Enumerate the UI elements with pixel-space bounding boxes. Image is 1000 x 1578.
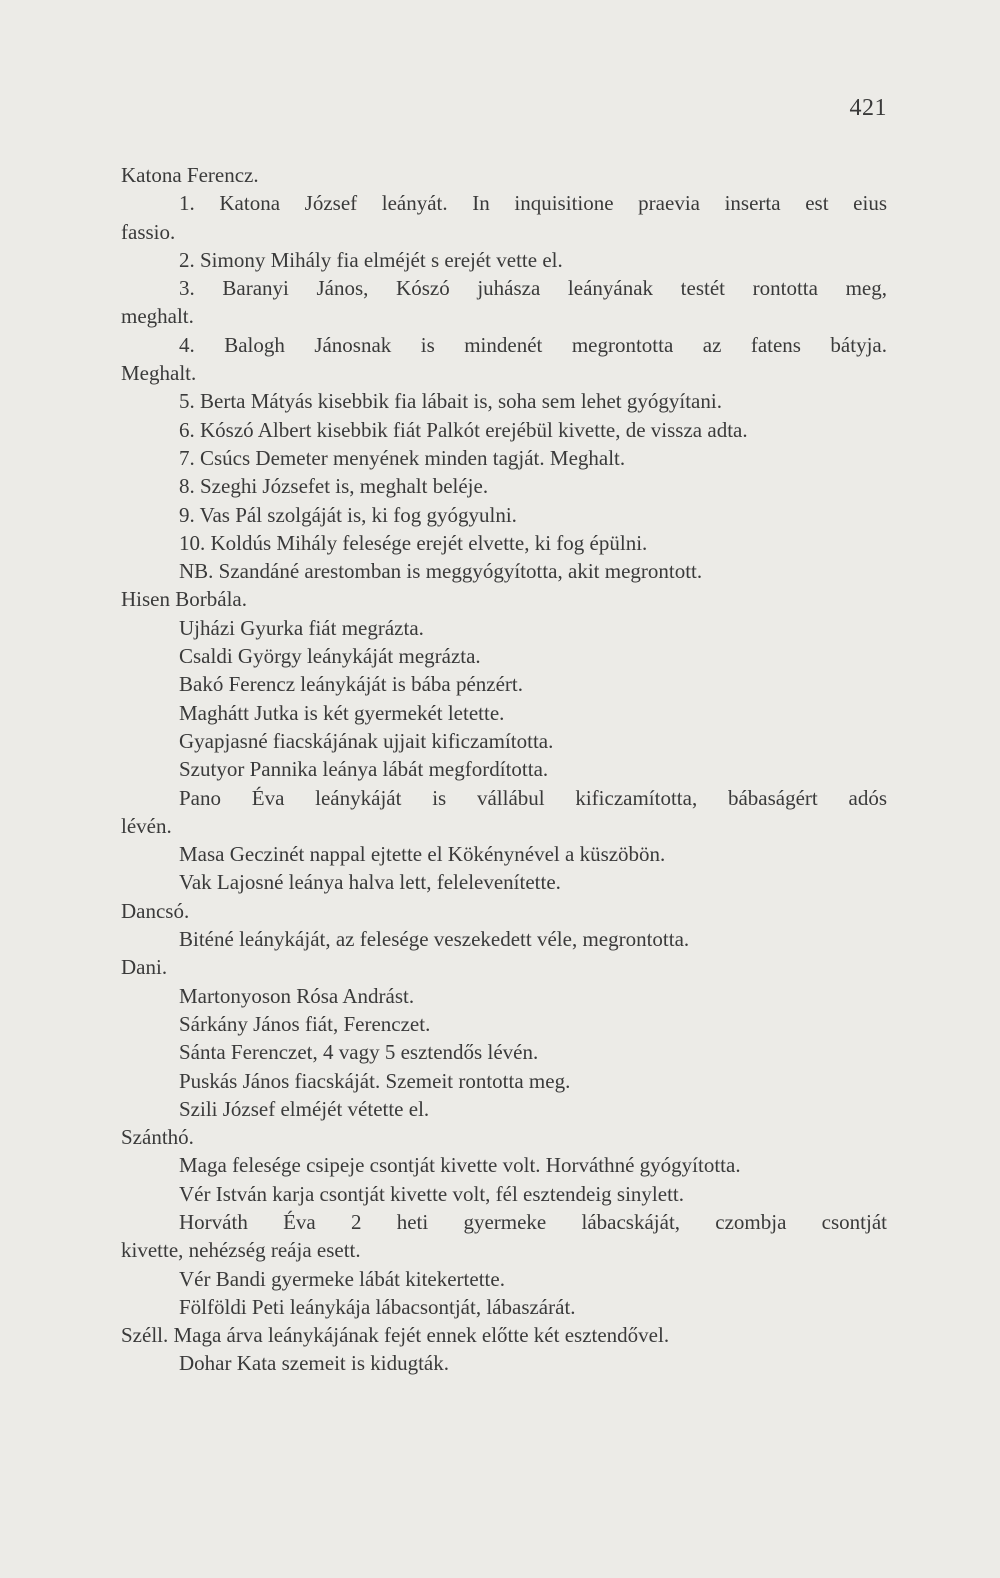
text-line: Meghalt. (121, 361, 197, 386)
text-line: lévén. (121, 813, 172, 838)
text-line: Fölföldi Peti leánykája lábacsontját, lábaszárát. (179, 1294, 576, 1319)
text-line: Sárkány János fiát, Ferenczet. (179, 1011, 431, 1036)
text-line: Dancsó. (121, 898, 190, 923)
text-line: 2. Simony Mihály fia elméjét s erejét vette el. (179, 247, 563, 272)
text-line: Horváth Éva 2 heti gyermeke lábacskáját, czombja csontját (179, 1209, 887, 1234)
text-line: Gyapjasné fiacskájának ujjait kificzamította. (179, 728, 554, 753)
text-line: 7. Csúcs Demeter menyének minden tagját. Meghalt. (179, 445, 626, 470)
text-line: Bakó Ferencz leánykáját is bába pénzért. (179, 672, 524, 697)
text-line: Maga felesége csipeje csontját kivette volt. Horváthné gyógyította. (179, 1153, 741, 1178)
text-line: fassio. (121, 219, 176, 244)
page-number: 421 (849, 95, 887, 121)
text-line: kivette, nehézség reája esett. (121, 1238, 361, 1263)
text-line: Szili József elméjét vétette el. (179, 1096, 430, 1121)
text-line: Dani. (121, 955, 168, 980)
text-line: Szutyor Pannika leánya lábát megfordította. (179, 757, 549, 782)
text-line: NB. Szandáné arestomban is meggyógyította, akit megrontott. (179, 559, 703, 584)
text-line: Szánthó. (121, 1125, 194, 1150)
text-line: Puskás János fiacskáját. Szemeit rontotta meg. (179, 1068, 571, 1093)
text-line: Martonyoson Rósa Andrást. (179, 983, 415, 1008)
text-line: Dohar Kata szemeit is kidugták. (179, 1351, 450, 1376)
text-line: 10. Koldús Mihály felesége erejét elvette, ki fog épülni. (179, 530, 648, 555)
text-line: 1. Katona József leányát. In inquisitione praevia inserta est eius (179, 191, 887, 216)
text-line: Vér István karja csontját kivette volt, fél esztendeig sinylett. (179, 1181, 685, 1206)
text-line: Vér Bandi gyermeke lábát kitekertette. (179, 1266, 505, 1291)
text-line: 9. Vas Pál szolgáját is, ki fog gyógyulni. (179, 502, 517, 527)
text-line: Masa Geczinét nappal ejtette el Kökénynével a küszöbön. (179, 842, 666, 867)
text-line: 4. Balogh Jánosnak is mindenét megrontotta az fatens bátyja. (179, 332, 887, 357)
text-line: Hisen Borbála. (121, 587, 247, 612)
text-line: Vak Lajosné leánya halva lett, felelevenítette. (179, 870, 561, 895)
body-text (121, 161, 887, 1378)
text-line: Maghátt Jutka is két gyermekét letette. (179, 700, 505, 725)
text-line: Pano Éva leánykáját is vállábul kificzamította, bábaságért adós (179, 785, 887, 810)
text-line: 3. Baranyi János, Kószó juhásza leányának testét rontotta meg, (179, 276, 887, 301)
text-line: 5. Berta Mátyás kisebbik fia lábait is, soha sem lehet gyógyítani. (179, 389, 722, 414)
text-line: 8. Szeghi Józsefet is, meghalt beléje. (179, 474, 489, 499)
text-line: Széll. Maga árva leánykájának fejét ennek előtte két esztendővel. (121, 1323, 670, 1348)
text-line: Csaldi György leánykáját megrázta. (179, 644, 481, 669)
text-line: meghalt. (121, 304, 194, 329)
text-line: Ujházi Gyurka fiát megrázta. (179, 615, 424, 640)
text-line: Biténé leánykáját, az felesége veszekedett véle, megrontotta. (179, 927, 690, 952)
text-line: Sánta Ferenczet, 4 vagy 5 esztendős lévén. (179, 1040, 539, 1065)
text-line: Katona Ferencz. (121, 163, 259, 187)
text-line: 6. Kószó Albert kisebbik fiát Palkót erejébül kivette, de vissza adta. (179, 417, 748, 442)
